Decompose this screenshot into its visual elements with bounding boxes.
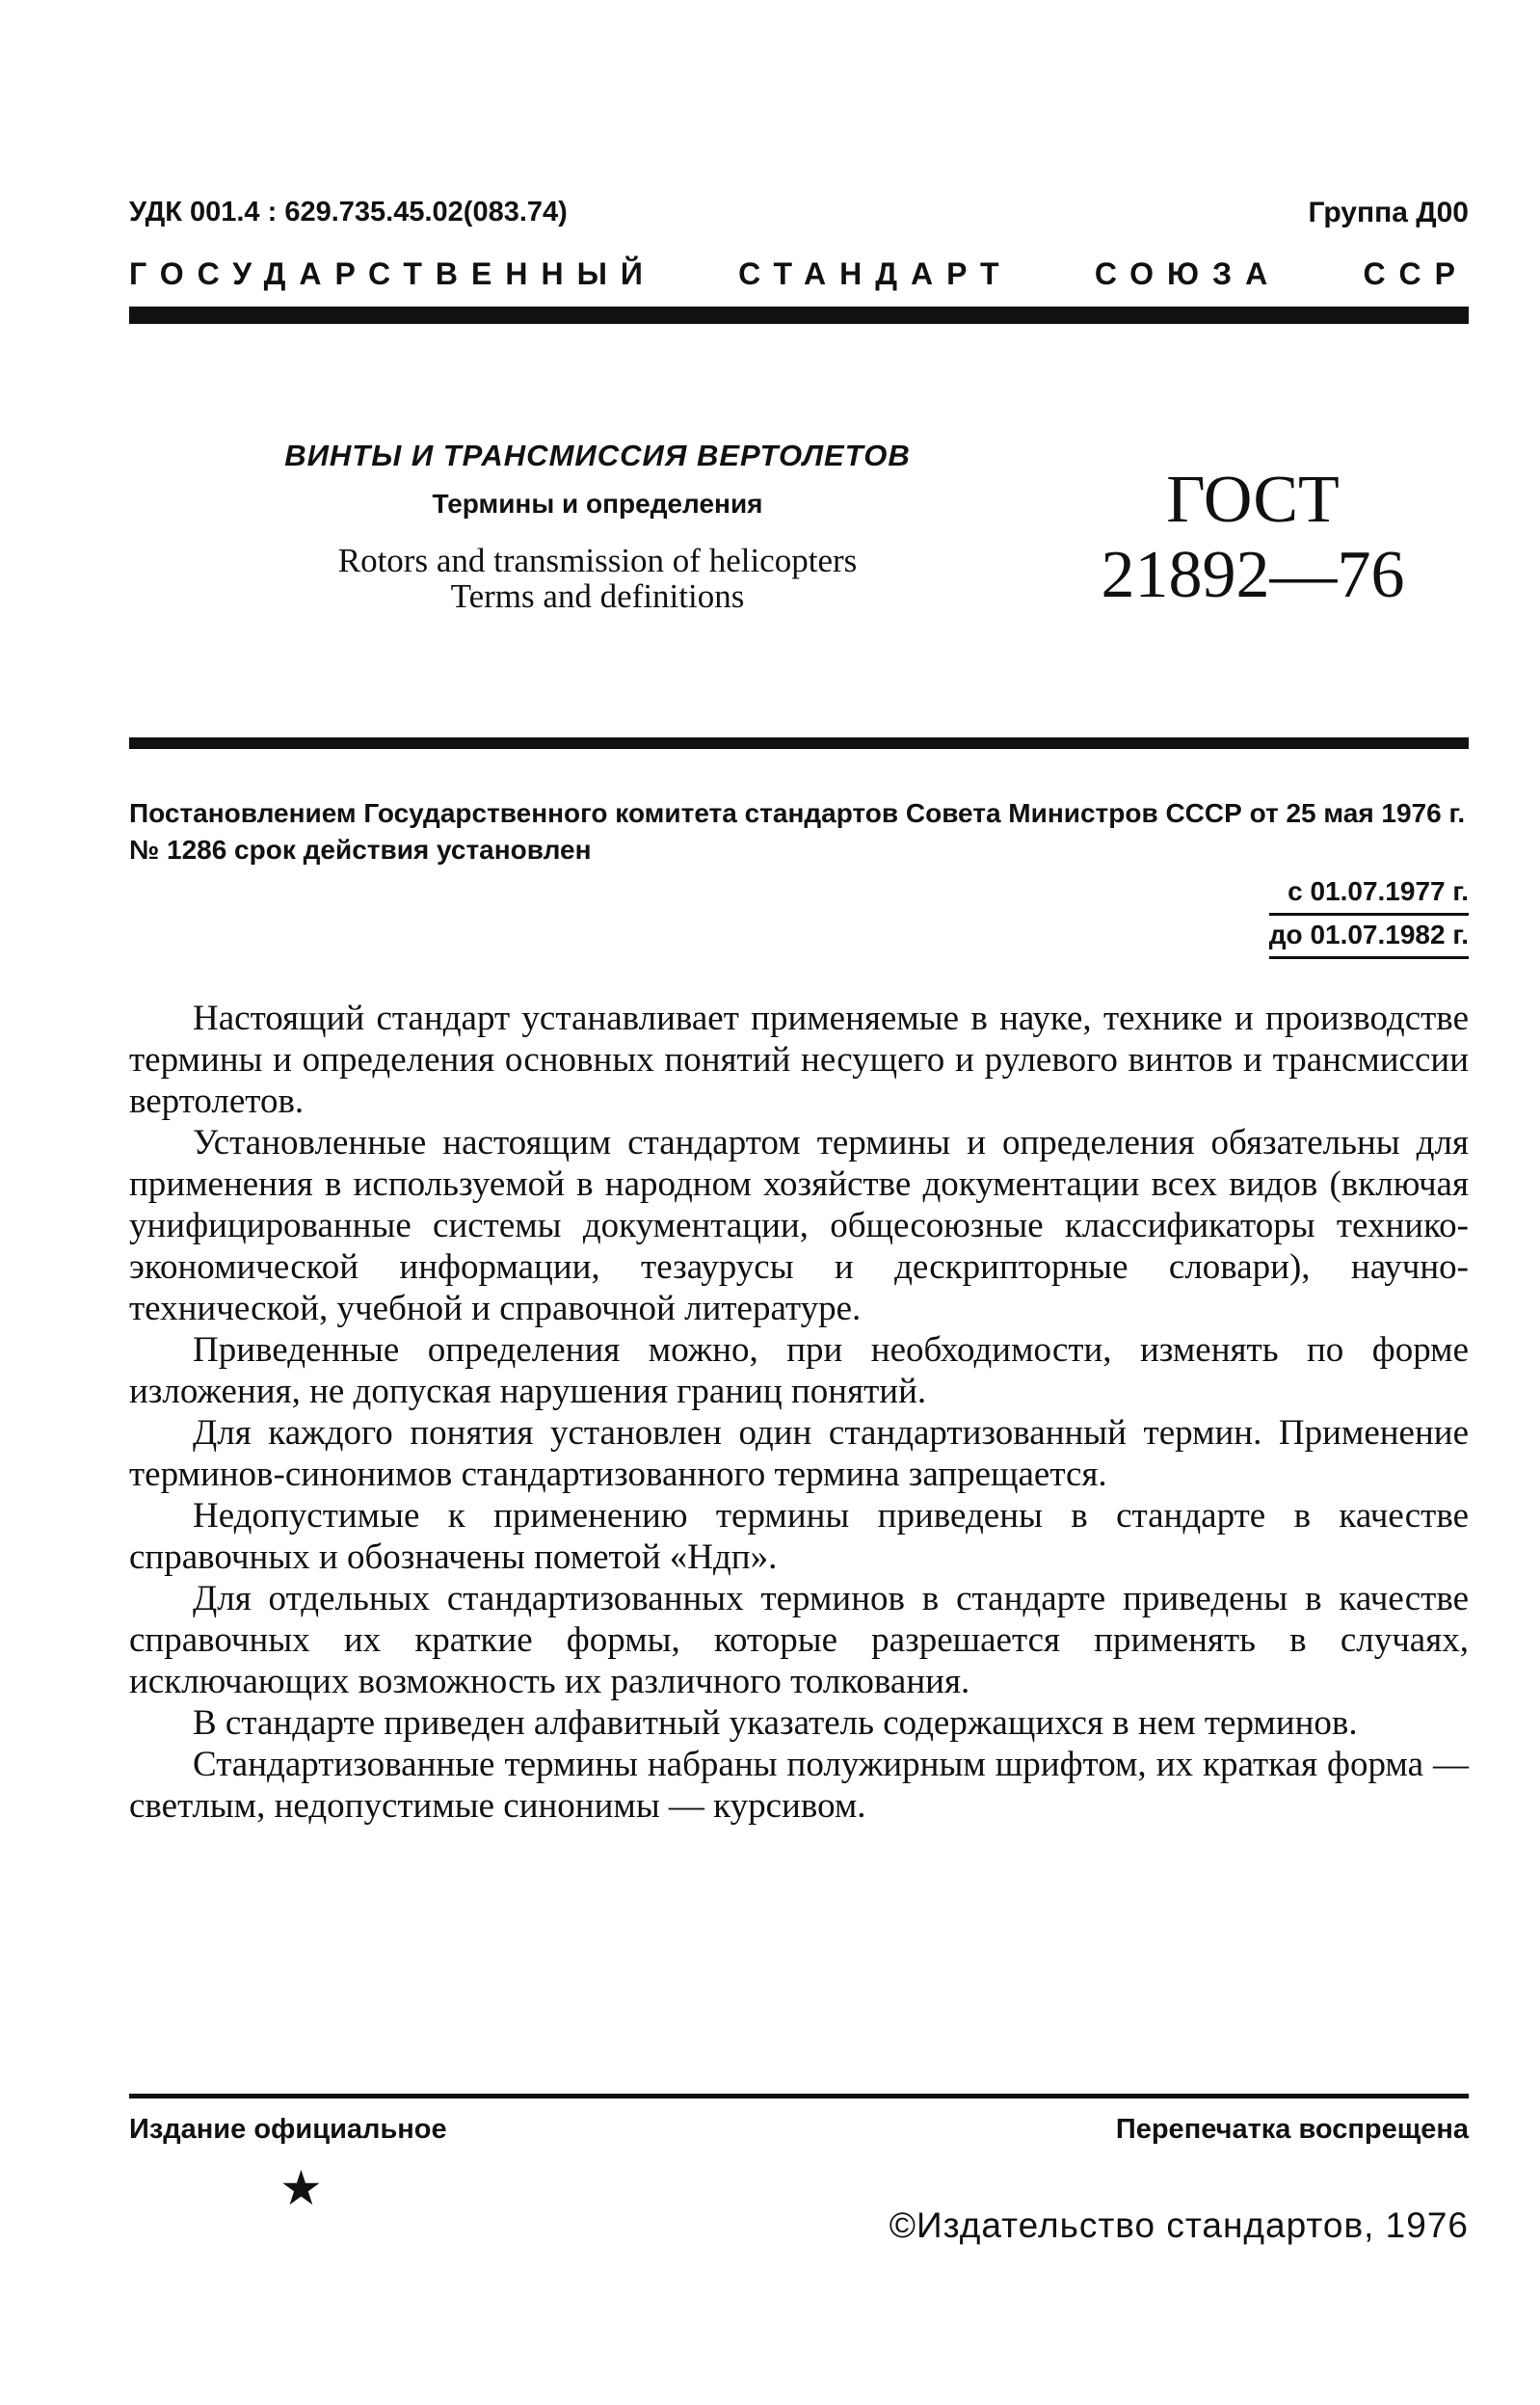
body-text <box>129 998 1469 1827</box>
title-english-line2: Terms and definitions <box>450 577 745 615</box>
body-paragraph: В стандарте приведен алфавитный указатель содержащихся в нем терминов. <box>193 1703 1358 1743</box>
body-paragraph: Недопустимые к применению термины приведены в стандарте в качестве справочных и обозначены пометой «Ндп». <box>129 1496 1469 1577</box>
title-english <box>193 543 1002 614</box>
publisher-copyright: ©Издательство стандартов, 1976 <box>889 2205 1469 2245</box>
title-russian: ВИНТЫ И ТРАНСМИССИЯ ВЕРТОЛЕТОВ <box>284 439 911 472</box>
middle-divider <box>129 737 1469 749</box>
gost-label: ГОСТ <box>1166 463 1340 537</box>
body-paragraph: Стандартизованные термины набраны полужирным шрифтом, их краткая форма — светлым, недопустимые синонимы — курсивом. <box>129 1745 1469 1826</box>
resolution-text: Постановлением Государственного комитета стандартов Совета Министров СССР от 25 мая 1976 г. № 1286 срок действия установлен <box>129 798 1466 865</box>
gost-number: 21892—76 <box>1101 538 1405 612</box>
bottom-divider <box>129 2094 1469 2098</box>
state-standard-heading <box>129 256 1469 292</box>
state-standard-word: СОЮЗА <box>1094 256 1282 291</box>
body-paragraph: Для отдельных стандартизованных терминов в стандарте приведены в качестве справочных их краткие формы, которые разрешается применять в случаях, исключающих возможность их различного толкования. <box>129 1579 1469 1701</box>
state-standard-word: СТАНДАРТ <box>738 256 1013 291</box>
title-english-line1: Rotors and transmission of helicopters <box>337 542 858 579</box>
top-divider <box>129 307 1469 324</box>
state-standard-word: ГОСУДАРСТВЕННЫЙ <box>129 256 656 291</box>
body-paragraph: Для каждого понятия установлен один стандартизованный термин. Применение терминов-синонимов стандартизованного термина запрещается. <box>129 1413 1469 1494</box>
body-paragraph: Установленные настоящим стандартом термины и определения обязательны для применения в используемой в народном хозяйстве документации всех видов (включая унифицированные системы документации, общесоюзные классификаторы технико-экономической информации, тезаурусы и дескрипторные словари), научно-технической, учебной и справочной литературе. <box>129 1123 1469 1328</box>
date-to: до 01.07.1982 г. <box>1269 916 1469 959</box>
reprint-prohibited-label: Перепечатка воспрещена <box>1115 2114 1469 2145</box>
udk-code: УДК 001.4 : 629.735.45.02(083.74) <box>129 197 568 227</box>
body-paragraph: Приведенные определения можно, при необходимости, изменять по форме изложения, не допуская нарушения границ понятий. <box>129 1330 1469 1411</box>
star-icon: ★ <box>279 2161 323 2215</box>
subtitle-russian: Термины и определения <box>432 489 763 519</box>
state-standard-word: ССР <box>1363 256 1469 291</box>
validity-dates <box>1269 872 1469 959</box>
date-from: с 01.07.1977 г. <box>1269 872 1469 916</box>
official-edition-label: Издание официальное <box>129 2114 447 2145</box>
group-code: Группа Д00 <box>1308 197 1469 228</box>
body-paragraph: Настоящий стандарт устанавливает применяемые в науке, технике и производстве термины и определения основных понятий несущего и рулевого винтов и трансмиссии вертолетов. <box>129 999 1469 1121</box>
title-block <box>193 439 1002 614</box>
gost-designation <box>1089 463 1417 613</box>
